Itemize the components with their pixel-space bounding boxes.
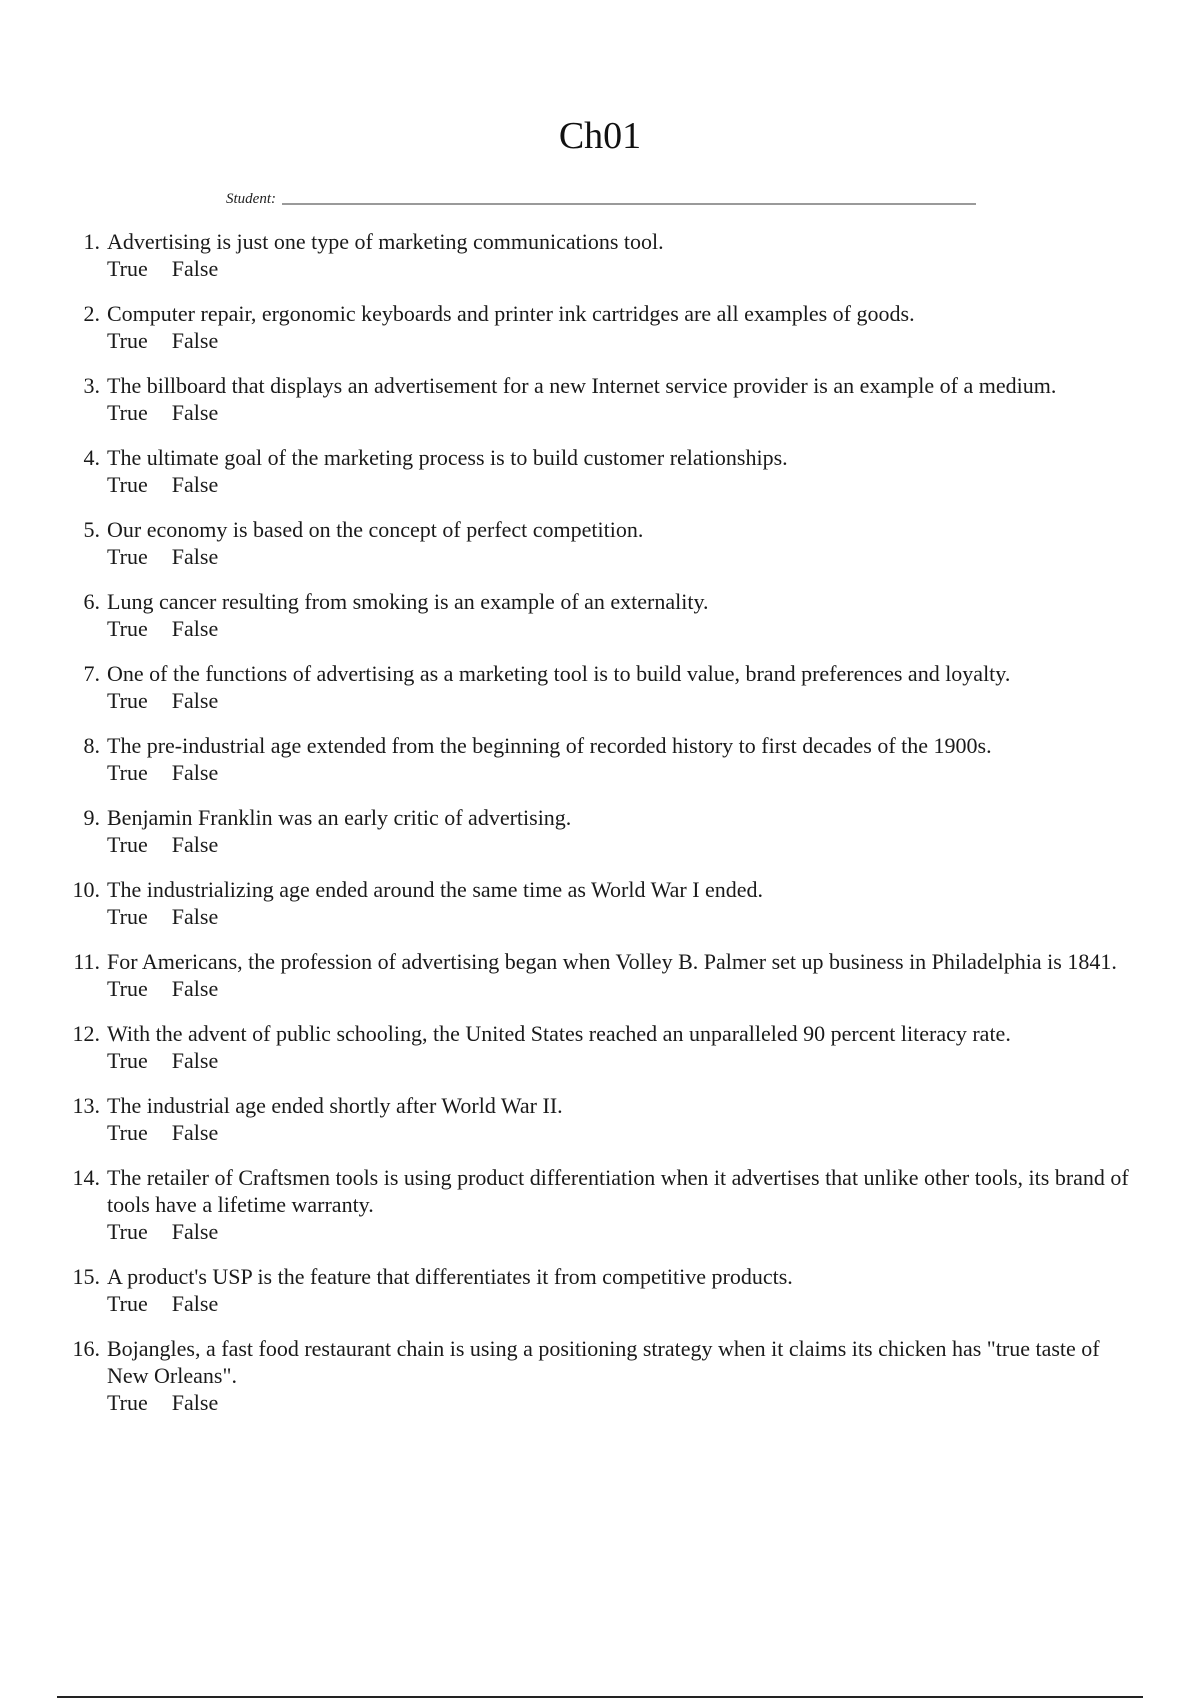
question-item <box>60 660 1140 714</box>
question-text: Our economy is based on the concept of perfect competition. <box>107 517 644 542</box>
answer-false[interactable]: False <box>171 976 219 1001</box>
question-item <box>60 372 1140 426</box>
answer-true[interactable]: True <box>107 904 148 929</box>
question-number: 1. <box>83 229 100 254</box>
answer-true[interactable]: True <box>107 256 148 281</box>
question-number: 8. <box>83 733 100 758</box>
answer-false[interactable]: False <box>171 1390 219 1415</box>
answer-false[interactable]: False <box>171 904 219 929</box>
question-list <box>60 228 1140 1434</box>
question-text: Bojangles, a fast food restaurant chain is using a positioning strategy when it claims its chicken has "true taste of New Orleans". <box>107 1336 1100 1388</box>
answer-true[interactable]: True <box>107 832 148 857</box>
answer-false[interactable]: False <box>171 328 219 353</box>
answer-false[interactable]: False <box>171 544 219 569</box>
question-text: With the advent of public schooling, the United States reached an unparalleled 90 percent literacy rate. <box>107 1021 1011 1046</box>
question-text: Computer repair, ergonomic keyboards and printer ink cartridges are all examples of goods. <box>107 301 915 326</box>
question-number: 5. <box>83 517 100 542</box>
question-item <box>60 516 1140 570</box>
question-text: Lung cancer resulting from smoking is an example of an externality. <box>107 589 709 614</box>
answer-options <box>107 687 1140 714</box>
answer-false[interactable]: False <box>171 256 219 281</box>
question-number: 2. <box>83 301 100 326</box>
answer-false[interactable]: False <box>171 1219 219 1244</box>
question-number: 14. <box>72 1165 100 1190</box>
question-text: Advertising is just one type of marketing communications tool. <box>107 229 664 254</box>
answer-options <box>107 1290 1140 1317</box>
answer-options <box>107 255 1140 282</box>
answer-true[interactable]: True <box>107 1219 148 1244</box>
page-title: Ch01 <box>558 115 642 157</box>
answer-true[interactable]: True <box>107 1120 148 1145</box>
question-item <box>60 804 1140 858</box>
question-item <box>60 588 1140 642</box>
answer-options <box>107 1119 1140 1146</box>
question-number: 9. <box>83 805 100 830</box>
question-text: A product's USP is the feature that differentiates it from competitive products. <box>107 1264 793 1289</box>
question-text: One of the functions of advertising as a marketing tool is to build value, brand preferences and loyalty. <box>107 661 1011 686</box>
question-item <box>60 228 1140 282</box>
question-item <box>60 1164 1140 1245</box>
question-number: 12. <box>72 1021 100 1046</box>
answer-options <box>107 1047 1140 1074</box>
question-number: 4. <box>83 445 100 470</box>
answer-false[interactable]: False <box>171 400 219 425</box>
answer-true[interactable]: True <box>107 760 148 785</box>
answer-true[interactable]: True <box>107 328 148 353</box>
question-number: 10. <box>72 877 100 902</box>
answer-false[interactable]: False <box>171 1291 219 1316</box>
student-label: Student: <box>226 191 276 207</box>
answer-options <box>107 615 1140 642</box>
answer-false[interactable]: False <box>171 616 219 641</box>
question-number: 7. <box>83 661 100 686</box>
question-item <box>60 444 1140 498</box>
answer-true[interactable]: True <box>107 616 148 641</box>
question-text: The retailer of Craftsmen tools is using product differentiation when it advertises that unlike other tools, its brand of tools have a lifetime warranty. <box>107 1165 1129 1217</box>
question-item <box>60 732 1140 786</box>
answer-true[interactable]: True <box>107 400 148 425</box>
question-number: 13. <box>72 1093 100 1118</box>
answer-false[interactable]: False <box>171 1048 219 1073</box>
question-item <box>60 300 1140 354</box>
answer-options <box>107 471 1140 498</box>
question-text: The pre-industrial age extended from the beginning of recorded history to first decades of the 1900s. <box>107 733 992 758</box>
question-number: 6. <box>83 589 100 614</box>
question-item <box>60 1335 1140 1416</box>
answer-false[interactable]: False <box>171 688 219 713</box>
question-item <box>60 948 1140 1002</box>
answer-true[interactable]: True <box>107 976 148 1001</box>
question-number: 15. <box>72 1264 100 1289</box>
answer-options <box>107 831 1140 858</box>
answer-options <box>107 1389 1140 1416</box>
answer-options <box>107 543 1140 570</box>
answer-false[interactable]: False <box>171 832 219 857</box>
answer-options <box>107 903 1140 930</box>
answer-options <box>107 327 1140 354</box>
question-item <box>60 1020 1140 1074</box>
question-text: The industrializing age ended around the same time as World War I ended. <box>107 877 764 902</box>
question-text: The billboard that displays an advertisement for a new Internet service provider is an example of a medium. <box>107 373 1057 398</box>
answer-options <box>107 1218 1140 1245</box>
answer-options <box>107 399 1140 426</box>
answer-options <box>107 975 1140 1002</box>
answer-options <box>107 759 1140 786</box>
question-text: Benjamin Franklin was an early critic of advertising. <box>107 805 572 830</box>
answer-false[interactable]: False <box>171 1120 219 1145</box>
answer-true[interactable]: True <box>107 1048 148 1073</box>
question-number: 3. <box>83 373 100 398</box>
question-item <box>60 1092 1140 1146</box>
footer-divider <box>57 1696 1143 1698</box>
student-name-field[interactable] <box>226 184 976 208</box>
answer-true[interactable]: True <box>107 544 148 569</box>
answer-true[interactable]: True <box>107 472 148 497</box>
question-text: The ultimate goal of the marketing process is to build customer relationships. <box>107 445 788 470</box>
answer-true[interactable]: True <box>107 1390 148 1415</box>
answer-true[interactable]: True <box>107 1291 148 1316</box>
answer-true[interactable]: True <box>107 688 148 713</box>
question-text: For Americans, the profession of advertising began when Volley B. Palmer set up business in Philadelphia is 1841. <box>107 949 1117 974</box>
question-number: 16. <box>72 1336 100 1361</box>
question-number: 11. <box>73 949 100 974</box>
question-item <box>60 876 1140 930</box>
question-text: The industrial age ended shortly after World War II. <box>107 1093 563 1118</box>
student-name-line[interactable] <box>282 203 976 205</box>
answer-false[interactable]: False <box>171 760 219 785</box>
answer-false[interactable]: False <box>171 472 219 497</box>
question-item <box>60 1263 1140 1317</box>
